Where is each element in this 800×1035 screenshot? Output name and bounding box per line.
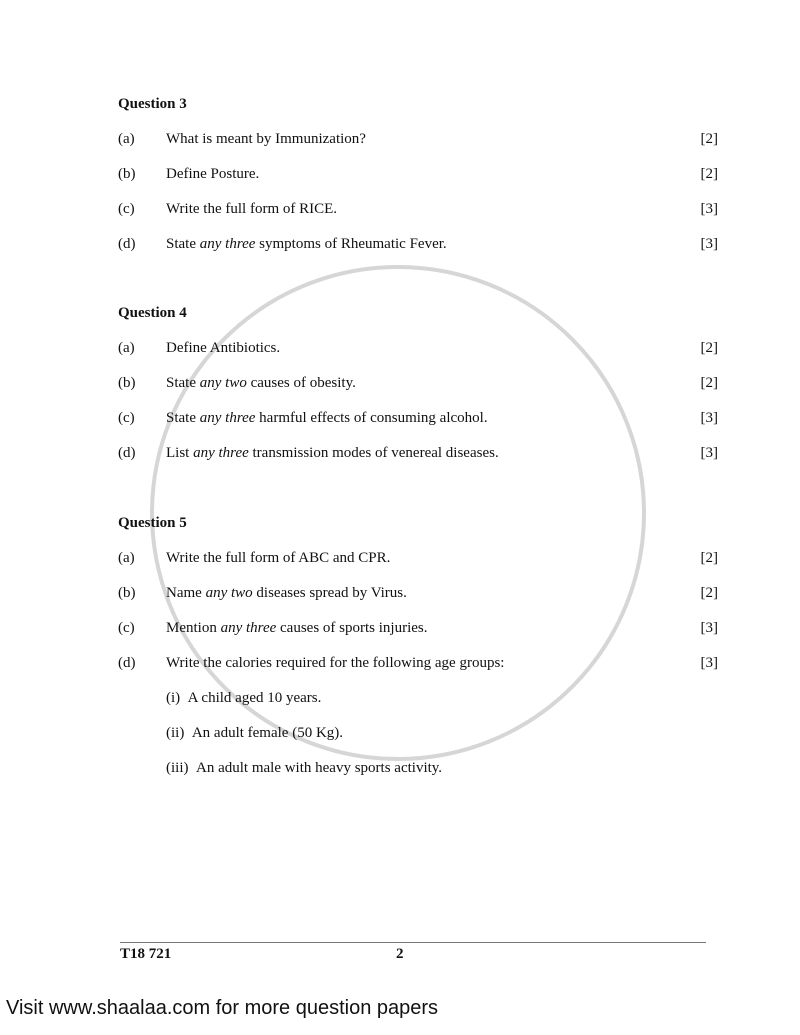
item-text-emphasis: any three: [220, 620, 277, 636]
item-text-emphasis: any two: [205, 585, 253, 601]
item-label: (d): [118, 445, 136, 461]
question-title: Question 3: [118, 96, 187, 112]
item-marks: [3]: [700, 655, 718, 671]
sub-item: [118, 724, 718, 759]
item-text-pre: Write the full form of RICE.: [166, 201, 338, 217]
item-text: [166, 339, 280, 357]
question-title: Question 5: [118, 515, 187, 531]
question-4: [118, 304, 718, 479]
question-item: [118, 130, 718, 165]
question-5: [118, 514, 718, 794]
item-text-pre: Write the full form of ABC and CPR.: [166, 550, 391, 566]
item-marks: [2]: [700, 166, 718, 182]
question-item: [118, 654, 718, 689]
item-text: [166, 130, 366, 148]
item-text: [166, 165, 259, 183]
item-text-pre: Name: [166, 585, 206, 601]
item-text-pre: List: [166, 445, 194, 461]
item-label: (b): [118, 166, 136, 182]
item-marks: [2]: [700, 585, 718, 601]
sub-item-text: An adult female (50 Kg).: [191, 725, 344, 741]
item-marks: [2]: [700, 375, 718, 391]
item-text-emphasis: any three: [193, 445, 249, 461]
sub-item-content: [166, 759, 442, 777]
item-marks: [2]: [700, 340, 718, 356]
item-label: (b): [118, 375, 136, 391]
item-text-pre: Define Posture.: [166, 166, 260, 182]
item-text-post: causes of sports injuries.: [276, 620, 428, 636]
item-text-post: diseases spread by Virus.: [252, 585, 407, 601]
item-text-post: transmission modes of venereal diseases.: [248, 445, 499, 461]
item-text-pre: State: [166, 236, 200, 252]
sub-item-content: [166, 689, 321, 707]
sub-item-label: (iii): [166, 760, 189, 776]
question-item: [118, 165, 718, 200]
question-title: Question 4: [118, 305, 187, 321]
question-item: [118, 339, 718, 374]
item-text-post: causes of obesity.: [246, 375, 356, 391]
item-text: [166, 584, 407, 602]
item-text-post: symptoms of Rheumatic Fever.: [255, 236, 447, 252]
item-text-emphasis: any two: [199, 375, 247, 391]
item-marks: [2]: [700, 550, 718, 566]
sub-item-text: An adult male with heavy sports activity.: [196, 760, 443, 776]
item-label: (a): [118, 131, 135, 147]
item-text: [166, 549, 390, 567]
item-text: [166, 200, 337, 218]
item-marks: [2]: [700, 131, 718, 147]
page-number: 2: [396, 946, 404, 962]
item-text: [166, 444, 499, 462]
item-text: [166, 235, 447, 253]
question-item: [118, 444, 718, 479]
question-item: [118, 235, 718, 270]
question-item: [118, 200, 718, 235]
item-text: [166, 619, 428, 637]
question-3: [118, 95, 718, 270]
question-item: [118, 549, 718, 584]
item-text-emphasis: any three: [199, 236, 256, 252]
item-label: (c): [118, 620, 135, 636]
item-text-pre: What is meant by Immunization?: [166, 131, 366, 147]
item-marks: [3]: [700, 410, 718, 426]
item-label: (d): [118, 655, 136, 671]
item-marks: [3]: [700, 236, 718, 252]
item-text-pre: State: [166, 410, 200, 426]
item-label: (a): [118, 340, 135, 356]
question-item: [118, 584, 718, 619]
item-text: [166, 409, 488, 427]
item-text: [166, 654, 504, 672]
item-text-pre: Define Antibiotics.: [166, 340, 281, 356]
paper-code: T18 721: [120, 946, 172, 962]
item-marks: [3]: [700, 445, 718, 461]
item-label: (a): [118, 550, 135, 566]
item-label: (c): [118, 201, 135, 217]
sub-item-label: (i): [166, 690, 181, 706]
item-marks: [3]: [700, 620, 718, 636]
sub-item: [118, 689, 718, 724]
sub-item-label: (ii): [166, 725, 185, 741]
item-text-pre: Write the calories required for the following age groups:: [166, 655, 505, 671]
item-text: [166, 374, 356, 392]
item-marks: [3]: [700, 201, 718, 217]
sub-item: [118, 759, 718, 794]
question-item: [118, 409, 718, 444]
item-label: (c): [118, 410, 135, 426]
item-text-emphasis: any three: [199, 410, 256, 426]
visit-banner: Visit www.shaalaa.com for more question papers: [6, 997, 439, 1019]
sub-item-text: A child aged 10 years.: [187, 690, 322, 706]
item-label: (d): [118, 236, 136, 252]
footer-divider: [120, 942, 706, 943]
question-item: [118, 619, 718, 654]
sub-item-content: [166, 724, 343, 742]
item-text-pre: State: [166, 375, 200, 391]
question-item: [118, 374, 718, 409]
item-text-pre: Mention: [166, 620, 221, 636]
item-text-post: harmful effects of consuming alcohol.: [255, 410, 488, 426]
item-label: (b): [118, 585, 136, 601]
